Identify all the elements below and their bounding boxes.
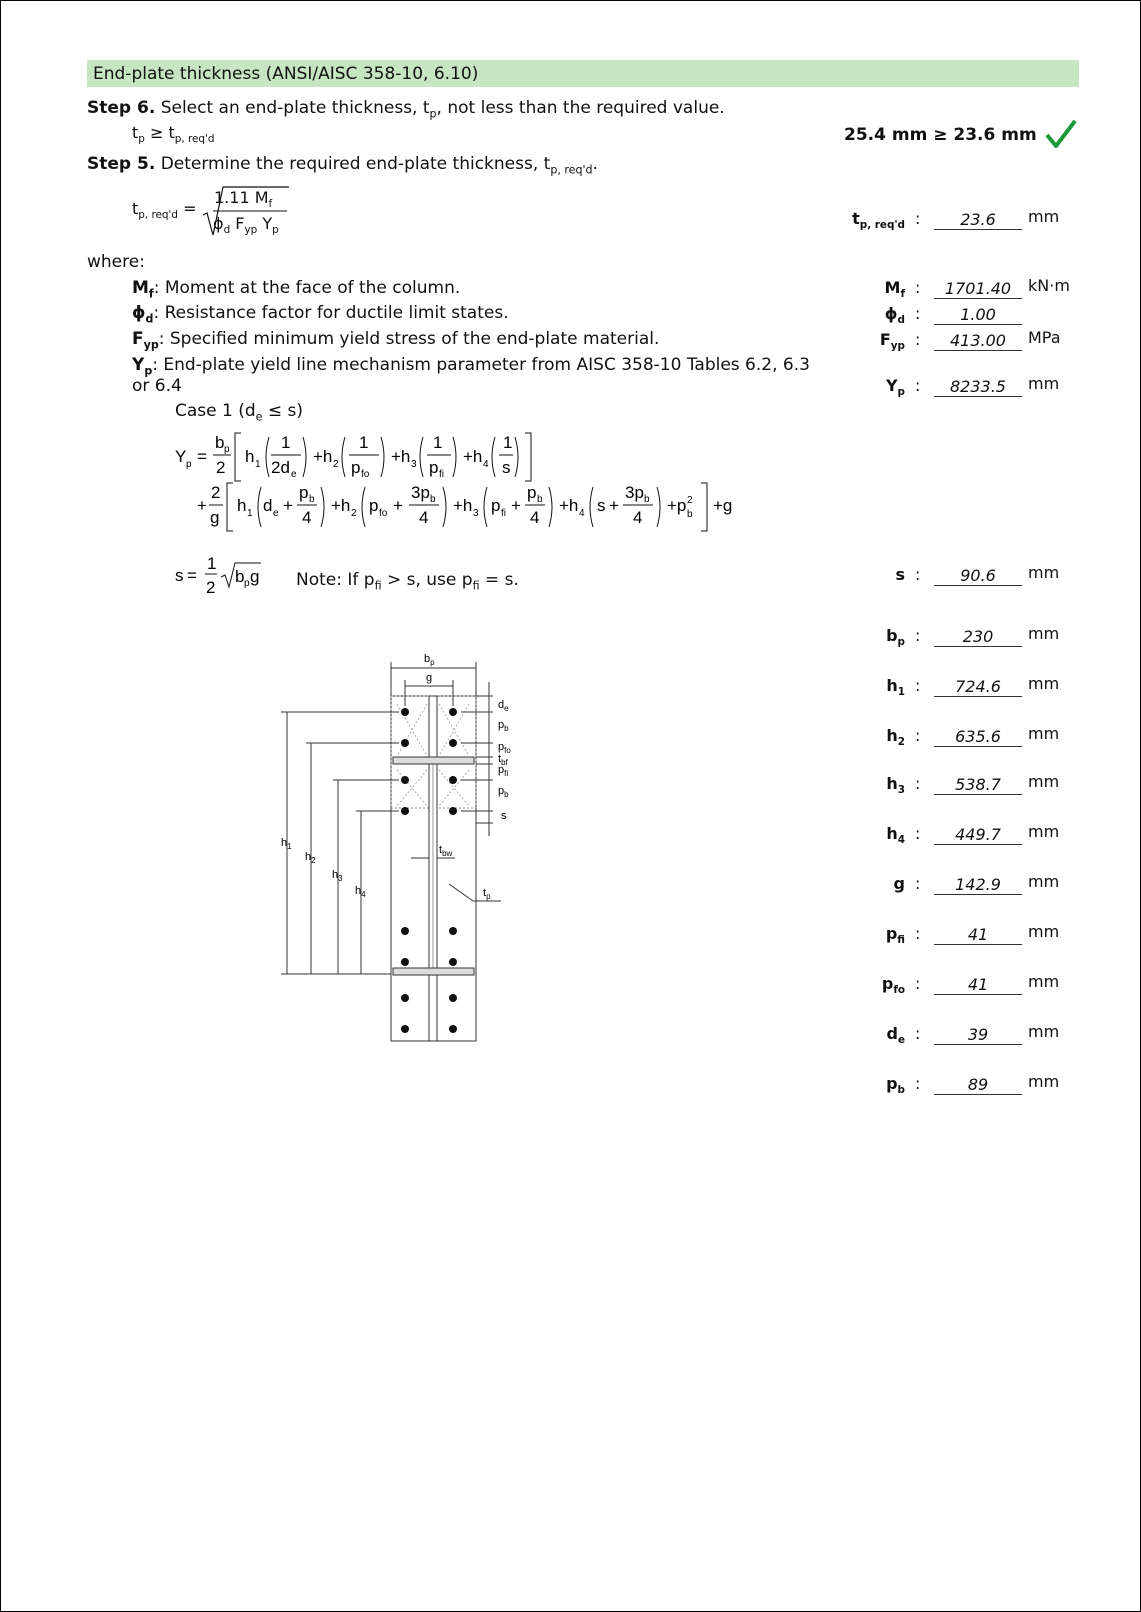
svg-text:4: 4 <box>579 508 585 519</box>
value-label-h2: $h_2$ <box>886 726 905 749</box>
step6-label: Step 6. <box>87 98 156 118</box>
value-colon: : <box>915 1074 921 1093</box>
case-label: Case 1 $(d_e \le s)$ <box>175 401 303 424</box>
value-field-pb: 89 <box>934 1074 1022 1095</box>
value-label-pfi: $p_{fi}$ <box>885 924 905 947</box>
formula-tp-lhs: $t_{p, req'd}$ = <box>132 199 197 222</box>
step5-text: Determine the required end-plate thickness, $t_{p, req'd}$. <box>160 154 598 177</box>
svg-text:3p: 3p <box>625 483 644 502</box>
svg-text:+: + <box>393 496 403 515</box>
value-colon: : <box>915 565 921 584</box>
svg-text:3: 3 <box>473 508 479 519</box>
value-field-pfo: 41 <box>934 974 1022 995</box>
svg-text:+: + <box>283 496 293 515</box>
dim-label-h3: $h_3$ <box>332 869 343 883</box>
svg-text:h: h <box>245 447 255 466</box>
value-field-phid: 1.00 <box>934 304 1022 325</box>
value-field-de: 39 <box>934 1024 1022 1045</box>
svg-text:2: 2 <box>206 578 216 597</box>
value-unit-pfo: mm <box>1028 972 1060 991</box>
step6-check-expression: $t_p \ge t_{p, req'd}$ <box>132 123 215 146</box>
svg-text:2: 2 <box>216 458 226 477</box>
svg-text:b: b <box>644 494 650 505</box>
dim-label-h1: $h_1$ <box>281 837 292 851</box>
svg-text:p: p <box>224 444 230 455</box>
value-colon: : <box>915 824 921 843</box>
section-header <box>87 60 1079 87</box>
svg-text:b: b <box>309 494 315 505</box>
value-unit-bp: mm <box>1028 624 1060 643</box>
value-unit-pfi: mm <box>1028 922 1060 941</box>
value-unit-tpreq: mm <box>1028 207 1060 226</box>
svg-text:g: g <box>250 567 260 586</box>
svg-text:1: 1 <box>281 433 291 452</box>
svg-text:p: p <box>491 496 501 515</box>
step6-result: 25.4 mm ≥ 23.6 mm <box>844 125 1037 145</box>
value-label-pb: $p_b$ <box>886 1074 905 1097</box>
value-colon: : <box>915 626 921 645</box>
value-field-Mf: 1701.40 <box>934 278 1022 299</box>
dim-label-tbf: $t_{bf}$ <box>498 753 508 767</box>
step6-text: Select an end-plate thickness, $t_p$, not less than the required value. <box>160 98 725 121</box>
dim-label-bp: $b_p$ <box>424 653 435 667</box>
svg-text:1: 1 <box>433 433 443 452</box>
s-formula-lhs: s <box>175 566 184 585</box>
dim-label-s: s <box>501 810 507 822</box>
bottom-flange <box>393 968 474 975</box>
value-unit-Mf: kN·m <box>1028 276 1070 295</box>
value-colon: : <box>915 726 921 745</box>
value-label-g: g <box>893 874 905 893</box>
value-unit-h4: mm <box>1028 822 1060 841</box>
where-item-yp-cont: or 6.4 <box>132 376 182 396</box>
value-colon: : <box>915 330 921 349</box>
step5-line <box>87 154 598 176</box>
value-field-h1: 724.6 <box>934 676 1022 697</box>
value-colon: : <box>915 376 921 395</box>
value-colon: : <box>915 774 921 793</box>
svg-text:b: b <box>430 494 436 505</box>
svg-text:p: p <box>369 496 379 515</box>
svg-text:p: p <box>527 483 537 502</box>
value-colon: : <box>915 1024 921 1043</box>
step5-label: Step 5. <box>87 154 156 174</box>
value-colon: : <box>915 924 921 943</box>
value-label-bp: $b_p$ <box>886 626 905 649</box>
value-field-s: 90.6 <box>934 565 1022 586</box>
svg-text:fo: fo <box>361 469 370 480</box>
svg-text:s: s <box>502 458 511 477</box>
svg-text:2: 2 <box>687 495 693 506</box>
value-colon: : <box>915 209 921 228</box>
dim-label-g: g <box>426 672 433 684</box>
svg-text:b: b <box>235 567 245 586</box>
svg-text:+g: +g <box>713 496 733 515</box>
svg-text:+h: +h <box>331 496 351 515</box>
end-plate-diagram <box>281 646 541 1051</box>
svg-text:=: = <box>187 566 197 585</box>
where-item-yp: $Y_p$: End-plate yield line mechanism parameter from AISC 358-10 Tables 6.2, 6.3 <box>132 355 810 378</box>
value-unit-g: mm <box>1028 872 1060 891</box>
dim-label-h4: $h_4$ <box>355 885 366 899</box>
value-unit-Yp: mm <box>1028 374 1060 393</box>
svg-text:2: 2 <box>211 483 221 502</box>
value-unit-h2: mm <box>1028 724 1060 743</box>
formula-denominator: $\phi_d$ $F_{yp}$ $Y_p$ <box>213 214 279 237</box>
value-unit-h1: mm <box>1028 674 1060 693</box>
svg-text:3: 3 <box>411 459 417 470</box>
svg-text:fi: fi <box>501 508 506 519</box>
value-label-h4: $h_4$ <box>886 824 905 847</box>
note-text: Note: If $p_{fi} > s$, use $p_{fi} = s$. <box>296 570 519 593</box>
svg-text:1: 1 <box>247 508 253 519</box>
svg-text:+p: +p <box>667 496 687 515</box>
svg-text:+h: +h <box>453 496 473 515</box>
value-field-Yp: 8233.5 <box>934 376 1022 397</box>
dim-label-tp: $t_p$ <box>483 887 491 901</box>
dim-label-pfo: $p_{fo}$ <box>498 741 511 755</box>
svg-text:+h: +h <box>463 447 483 466</box>
svg-text:3p: 3p <box>411 483 430 502</box>
svg-text:b: b <box>215 433 225 452</box>
svg-text:2: 2 <box>351 508 357 519</box>
value-field-Fyp: 413.00 <box>934 330 1022 351</box>
svg-text:+h: +h <box>313 447 333 466</box>
value-label-phid: $\phi_d$ <box>884 304 905 327</box>
value-label-s: s <box>895 565 905 584</box>
svg-text:4: 4 <box>419 508 429 527</box>
value-colon: : <box>915 304 921 323</box>
step6-line <box>87 98 725 120</box>
value-field-pfi: 41 <box>934 924 1022 945</box>
dim-label-tbw: $t_{bw}$ <box>439 844 453 858</box>
value-field-h2: 635.6 <box>934 726 1022 747</box>
where-item-fyp: $F_{yp}$: Specified minimum yield stress of the end-plate material. <box>132 329 660 352</box>
value-unit-de: mm <box>1028 1022 1060 1041</box>
dim-label-pfi: $p_{fi}$ <box>498 764 509 778</box>
dim-label-pb: $p_b$ <box>498 719 509 733</box>
where-label: where: <box>87 252 145 272</box>
value-field-h4: 449.7 <box>934 824 1022 845</box>
svg-text:d: d <box>263 496 273 515</box>
svg-text:1: 1 <box>359 433 369 452</box>
section-title: End-plate thickness (ANSI/AISC 358-10, 6.10) <box>93 64 479 84</box>
svg-text:e: e <box>273 508 279 519</box>
svg-text:p: p <box>244 578 250 589</box>
value-label-Mf: $M_f$ <box>884 278 905 301</box>
value-unit-Fyp: MPa <box>1028 328 1061 347</box>
dim-label-de: $d_e$ <box>498 699 509 713</box>
value-colon: : <box>915 974 921 993</box>
value-label-tpreq: $t_{p, req'd}$ <box>852 209 905 232</box>
svg-text:=: = <box>197 447 207 466</box>
value-unit-s: mm <box>1028 563 1060 582</box>
svg-text:+: + <box>511 496 521 515</box>
svg-text:+: + <box>609 496 619 515</box>
svg-text:4: 4 <box>633 508 643 527</box>
value-label-Yp: $Y_p$ <box>885 376 905 399</box>
where-item-phid: $\phi_d$: Resistance factor for ductile limit states. <box>132 303 509 326</box>
svg-text:1: 1 <box>207 555 217 573</box>
svg-text:fo: fo <box>379 508 388 519</box>
top-flange <box>393 757 474 764</box>
value-field-bp: 230 <box>934 626 1022 647</box>
svg-text:p: p <box>351 458 361 477</box>
value-colon: : <box>915 676 921 695</box>
svg-text:2: 2 <box>333 459 339 470</box>
value-colon: : <box>915 874 921 893</box>
svg-text:e: e <box>291 469 297 480</box>
svg-text:p: p <box>186 459 192 470</box>
svg-text:h: h <box>237 496 247 515</box>
value-label-h3: $h_3$ <box>886 774 905 797</box>
svg-text:+h: +h <box>559 496 579 515</box>
dim-label-h2: $h_2$ <box>305 851 316 865</box>
where-item-mf: $M_f$: Moment at the face of the column. <box>132 278 461 301</box>
value-unit-h3: mm <box>1028 772 1060 791</box>
svg-text:b: b <box>687 509 693 520</box>
svg-text:1: 1 <box>503 433 513 452</box>
svg-text:1: 1 <box>255 459 261 470</box>
svg-text:+h: +h <box>391 447 411 466</box>
s-formula <box>175 555 275 601</box>
value-label-h1: $h_1$ <box>886 676 905 699</box>
value-label-Fyp: $F_{yp}$ <box>879 330 905 353</box>
svg-text:s: s <box>597 496 606 515</box>
svg-text:4: 4 <box>483 459 489 470</box>
svg-text:g: g <box>210 508 220 527</box>
check-icon <box>1045 119 1077 149</box>
value-field-tpreq: 23.6 <box>934 209 1022 230</box>
value-field-g: 142.9 <box>934 874 1022 895</box>
svg-text:p: p <box>299 483 309 502</box>
value-unit-pb: mm <box>1028 1072 1060 1091</box>
value-colon: : <box>915 278 921 297</box>
svg-text:4: 4 <box>530 508 540 527</box>
svg-text:2d: 2d <box>271 458 290 477</box>
yp-formula <box>175 429 775 549</box>
value-label-de: $d_e$ <box>886 1024 905 1047</box>
formula-numerator: 1.11 $M_f$ <box>214 188 273 211</box>
svg-text:fi: fi <box>439 469 444 480</box>
dim-label-pb2: $p_b$ <box>498 785 509 799</box>
svg-text:p: p <box>429 458 439 477</box>
value-field-h3: 538.7 <box>934 774 1022 795</box>
svg-text:Y: Y <box>175 447 187 466</box>
svg-text:+: + <box>197 496 207 515</box>
value-label-pfo: $p_{fo}$ <box>881 974 905 997</box>
svg-text:4: 4 <box>302 508 312 527</box>
svg-text:b: b <box>537 494 543 505</box>
